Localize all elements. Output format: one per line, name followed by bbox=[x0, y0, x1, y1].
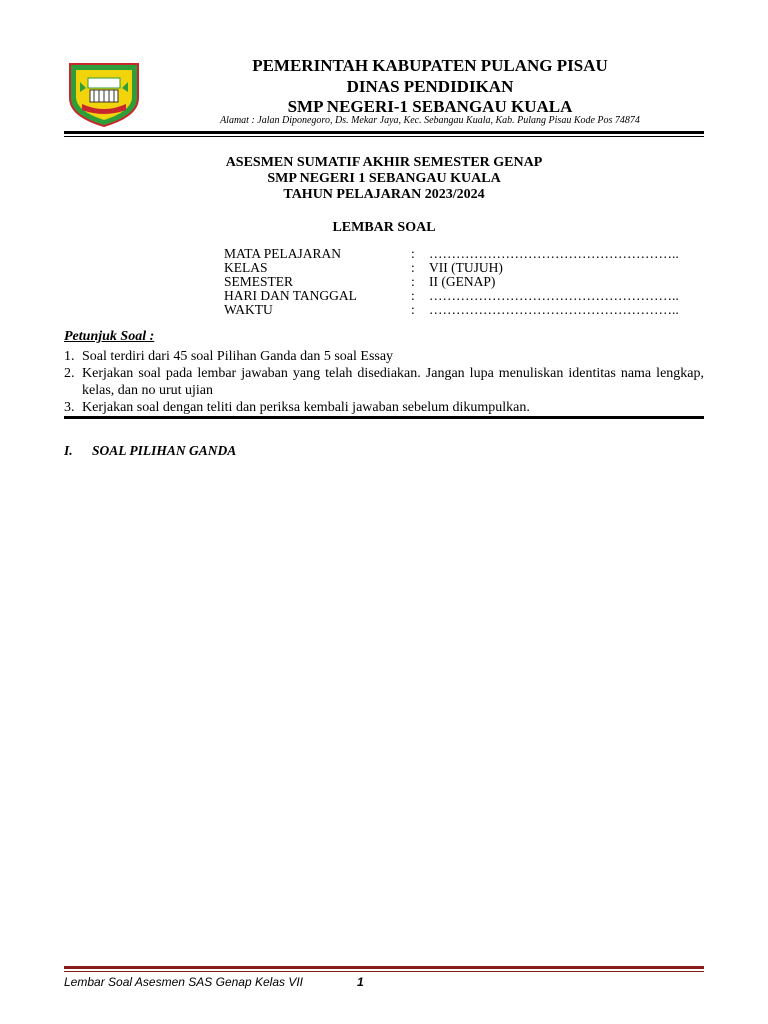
identity-row-semester bbox=[224, 275, 704, 289]
identity-label: MATA PELAJARAN bbox=[224, 246, 342, 261]
exam-year: TAHUN PELAJARAN 2023/2024 bbox=[283, 187, 485, 202]
header-rule-thin bbox=[64, 136, 704, 137]
instruction-item bbox=[64, 399, 704, 416]
regency-emblem-icon bbox=[64, 58, 144, 128]
identity-value: VII (TUJUH) bbox=[429, 260, 503, 275]
exam-title: ASESMEN SUMATIF AKHIR SEMESTER GENAP bbox=[225, 155, 543, 170]
instruction-item bbox=[64, 365, 704, 399]
page-number: 1 bbox=[357, 975, 364, 989]
instruction-item bbox=[64, 348, 704, 365]
identity-row-subject bbox=[224, 247, 704, 261]
footer-text: Lembar Soal Asesmen SAS Genap Kelas VII bbox=[64, 975, 304, 989]
instruction-text: Soal terdiri dari 45 soal Pilihan Ganda dan 5 soal Essay bbox=[82, 349, 394, 364]
identity-label: HARI DAN TANGGAL bbox=[224, 288, 357, 303]
identity-table bbox=[224, 247, 704, 317]
exam-school: SMP NEGERI 1 SEBANGAU KUALA bbox=[267, 171, 501, 186]
identity-colon: : bbox=[411, 260, 415, 275]
identity-colon: : bbox=[411, 288, 415, 303]
footer-rule-thin bbox=[64, 971, 704, 972]
instruction-number: 1. bbox=[64, 349, 75, 364]
kop-department: DINAS PENDIDIKAN bbox=[346, 77, 514, 96]
sheet-title: LEMBAR SOAL bbox=[332, 220, 436, 235]
section-divider bbox=[64, 416, 704, 419]
section-title: SOAL PILIHAN GANDA bbox=[92, 443, 237, 458]
identity-value: II (GENAP) bbox=[429, 274, 496, 289]
kop-government: PEMERINTAH KABUPATEN PULANG PISAU bbox=[252, 56, 608, 75]
identity-label: KELAS bbox=[224, 260, 268, 275]
instruction-number: 2. bbox=[64, 366, 75, 381]
identity-row-time bbox=[224, 303, 704, 317]
identity-colon: : bbox=[411, 302, 415, 317]
identity-colon: : bbox=[411, 274, 415, 289]
header-rule-thick bbox=[64, 131, 704, 134]
section-heading bbox=[64, 443, 236, 459]
instruction-text: Kerjakan soal pada lembar jawaban yang telah disediakan. Jangan lupa menuliskan identitas nama lengkap, kelas, dan no urut ujian bbox=[82, 366, 704, 398]
identity-value: ……………………………………………….. bbox=[429, 246, 679, 261]
footer-rule-thick bbox=[64, 966, 704, 969]
section-number: I. bbox=[64, 443, 73, 458]
identity-value: ……………………………………………….. bbox=[429, 302, 679, 317]
identity-row-date bbox=[224, 289, 704, 303]
instructions-heading: Petunjuk Soal : bbox=[64, 329, 155, 344]
instruction-number: 3. bbox=[64, 400, 75, 415]
identity-colon: : bbox=[411, 246, 415, 261]
identity-value: ……………………………………………….. bbox=[429, 288, 679, 303]
identity-label: SEMESTER bbox=[224, 274, 294, 289]
kop-address: Alamat : Jalan Diponegoro, Ds. Mekar Jaya, Kec. Sebangau Kuala, Kab. Pulang Pisau Kode Pos 74874 bbox=[220, 115, 640, 126]
identity-label: WAKTU bbox=[224, 302, 273, 317]
page-footer bbox=[64, 975, 364, 989]
kop-school: SMP NEGERI-1 SEBANGAU KUALA bbox=[287, 97, 573, 116]
instruction-text: Kerjakan soal dengan teliti dan periksa kembali jawaban sebelum dikumpulkan. bbox=[82, 400, 530, 415]
identity-row-class bbox=[224, 261, 704, 275]
